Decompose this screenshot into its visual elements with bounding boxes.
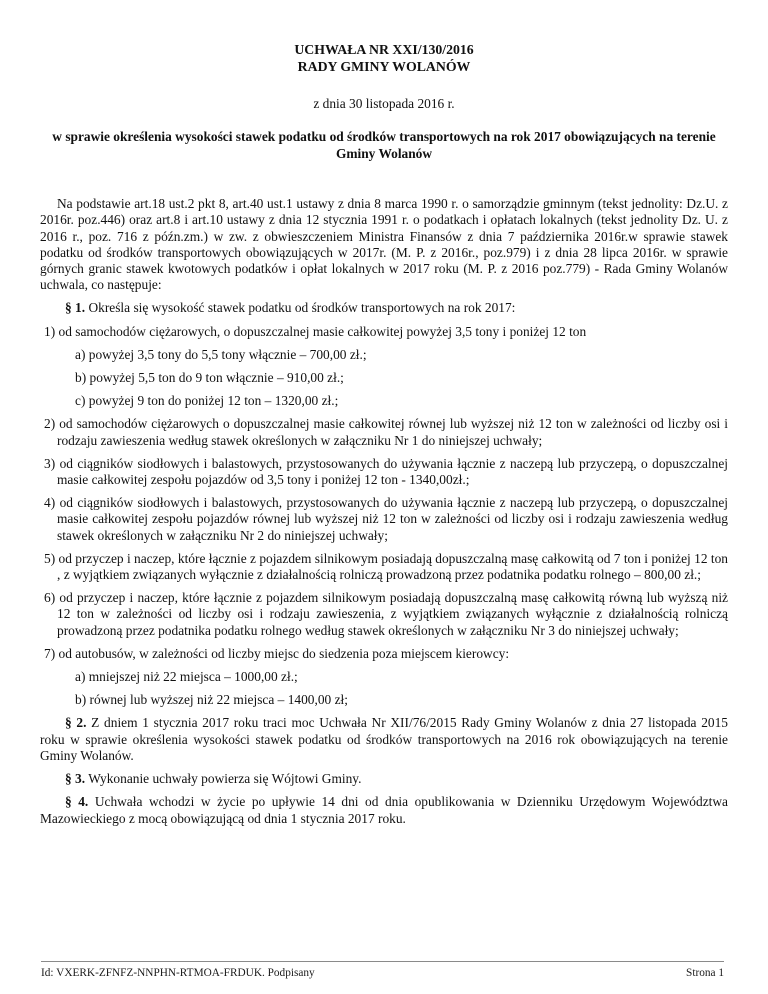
list-item-2	[44, 416, 728, 448]
list-item-4-marker: 4)	[44, 495, 56, 511]
list-item-1c	[75, 393, 728, 409]
footer-page-number: Strona 1	[686, 967, 724, 979]
list-item-1b	[75, 370, 728, 386]
section-2-paragraph	[40, 715, 728, 764]
list-item-1b-text: powyżej 5,5 ton do 9 ton włącznie – 910,00 zł.;	[89, 370, 344, 386]
list-item-7-marker: 7)	[44, 645, 56, 661]
document-body	[40, 196, 728, 827]
list-item-7a-text: mniejszej niż 22 miejsca – 1000,00 zł.;	[88, 669, 298, 685]
section-3-marker: § 3.	[65, 771, 86, 787]
list-item-7b-marker: b)	[75, 692, 87, 708]
list-item-7-text: od autobusów, w zależności od liczby miejsc do siedzenia poza miejscem kierowcy:	[58, 645, 510, 661]
section-1-marker: § 1.	[65, 300, 86, 316]
list-item-1a-marker: a)	[75, 346, 86, 362]
list-item-5	[44, 551, 728, 583]
section-3-text: Wykonanie uchwały powierza się Wójtowi Gminy.	[88, 771, 362, 787]
list-item-1a	[75, 347, 728, 363]
section-4-paragraph	[40, 794, 728, 826]
footer-document-id: Id: VXERK-ZFNFZ-NNPHN-RTMOA-FRDUK. Podpisany	[41, 967, 315, 979]
document-subject: w sprawie określenia wysokości stawek podatku od środków transportowych na rok 2017 obowiązujących na terenie Gminy Wolanów	[52, 129, 716, 162]
list-item-4-text: od ciągników siodłowych i balastowych, przystosowanych do używania łącznie z naczepą lub przyczepą, o dopuszczalnej masie całkowitej zespołu pojazdów równej lub wyższej niż 12 ton w zależności od liczby osi i rodzaju zawieszenia według stawek określonych w załączniku Nr 2 do niniejszej uchwały;	[57, 495, 728, 543]
list-item-7	[44, 646, 728, 662]
list-item-1b-marker: b)	[75, 370, 87, 386]
list-item-3-text: od ciągników siodłowych i balastowych, przystosowanych do używania łącznie z naczepą lub przyczepą, o dopuszczalnej masie całkowitej zespołu pojazdów od 3,5 tony i poniżej 12 ton - 1340,00zł.;	[57, 455, 728, 488]
list-item-5-text: od przyczep i naczep, które łącznie z pojazdem silnikowym posiadają dopuszczalną masę całkowitą od 7 ton i poniżej 12 ton , z wyjątkiem związanych wyłącznie z działalnością rolniczą prowadzoną przez podatnika podatku rolnego – 800,00 zł.;	[57, 550, 728, 583]
document-date: z dnia 30 listopada 2016 r.	[313, 96, 455, 111]
list-item-6-marker: 6)	[44, 590, 56, 606]
section-4-text: Uchwała wchodzi w życie po upływie 14 dni od dnia opublikowania w Dzienniku Urzędowym Województwa Mazowieckiego z mocą obowiązującą od dnia 1 stycznia 2017 roku.	[40, 794, 728, 826]
list-item-1c-marker: c)	[75, 393, 86, 409]
section-4-marker: § 4.	[65, 794, 89, 810]
list-item-7b-text: równej lub wyższej niż 22 miejsca – 1400,00 zł;	[89, 692, 348, 708]
list-item-7b	[75, 692, 728, 708]
list-item-1c-text: powyżej 9 ton do poniżej 12 ton – 1320,00 zł.;	[88, 393, 339, 409]
list-item-7a-marker: a)	[75, 669, 86, 685]
list-item-3	[44, 456, 728, 488]
list-item-6-text: od przyczep i naczep, które łącznie z pojazdem silnikowym posiadają dopuszczalną masę całkowitą równą lub wyższą niż 12 ton w zależności od liczby osi i rodzaju zawieszenia, z wyjątkiem związanych wyłącznie z działalnością rolniczą prowadzoną przez podatnika podatku rolnego według stawek określonych w załączniku Nr 3 do niniejszej uchwały;	[57, 590, 728, 638]
list-item-4	[44, 495, 728, 544]
section-2-marker: § 2.	[65, 715, 87, 731]
list-item-7a	[75, 669, 728, 685]
section-1-paragraph	[40, 300, 728, 316]
page-footer	[41, 961, 724, 979]
section-1-text: Określa się wysokość stawek podatku od środków transportowych na rok 2017:	[88, 300, 516, 316]
document-title	[40, 41, 728, 75]
list-item-3-marker: 3)	[44, 455, 56, 471]
list-item-6	[44, 590, 728, 639]
list-item-5-marker: 5)	[44, 550, 56, 566]
list-item-1-text: od samochodów ciężarowych, o dopuszczalnej masie całkowitej powyżej 3,5 tony i poniżej 12 ton	[58, 323, 587, 339]
document-title-line2: RADY GMINY WOLANÓW	[297, 59, 471, 74]
list-item-1	[44, 324, 728, 340]
section-2-text: Z dniem 1 stycznia 2017 roku traci moc Uchwała Nr XII/76/2015 Rady Gminy Wolanów z dnia 27 listopada 2015 roku w sprawie określenia wysokości stawek podatku od środków transportowych na 2016 rok obowiązujących na terenie Gminy Wolanów.	[40, 715, 728, 763]
list-item-2-marker: 2)	[44, 416, 56, 432]
preamble-paragraph: Na podstawie art.18 ust.2 pkt 8, art.40 ust.1 ustawy z dnia 8 marca 1990 r. o samorządzie gminnym (tekst jednolity: Dz.U. z 2016r. poz.446) oraz art.8 i art.10 ustawy z dnia 12 stycznia 1991 r. o podatkach i opłatach lokalnych (tekst jednolity Dz. U. z 2016 r., poz. 716 z późn.zm.) w zw. z obwieszczeniem Ministra Finansów z dnia 7 października 2016r.w sprawie stawek podatku od środków transportowych obowiązujących w 2017r. (M. P. z 2016r., poz.979) i z dnia 28 lipca 2016r. w sprawie górnych granic stawek kwotowych podatków i opłat lokalnych w 2017 roku (M. P. z 2016 poz.779) - Rada Gminy Wolanów uchwala, co następuje:	[40, 196, 728, 293]
document-title-line1: UCHWAŁA NR XXI/130/2016	[294, 42, 474, 57]
list-item-1-marker: 1)	[44, 323, 56, 339]
list-item-1a-text: powyżej 3,5 tony do 5,5 tony włącznie – 700,00 zł.;	[88, 346, 367, 362]
list-item-2-text: od samochodów ciężarowych o dopuszczalnej masie całkowitej równej lub wyższej niż 12 ton w zależności od liczby osi i rodzaju zawieszenia według stawek określonych w załączniku Nr 1 do niniejszej uchwały;	[57, 416, 728, 448]
section-3-paragraph	[40, 771, 728, 787]
